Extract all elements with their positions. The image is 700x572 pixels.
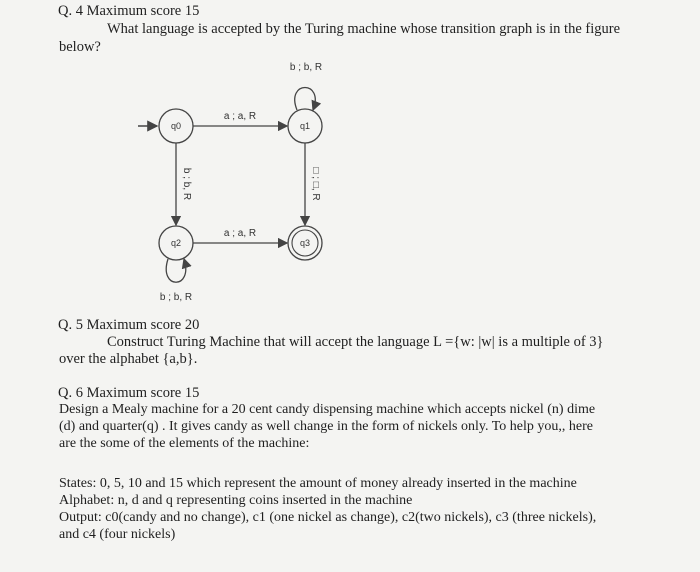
state-q0: [159, 109, 193, 143]
state-q1: [288, 109, 322, 143]
state-q3-accepting: [288, 226, 322, 260]
q4-question-line1: What language is accepted by the Turing machine whose transition graph is in the figure: [107, 21, 621, 37]
q6-line3: are the some of the elements of the machine:: [59, 436, 310, 451]
edge-q0-q2-label: b ; b, R: [181, 167, 192, 201]
q6-line2: (d) and quarter(q) . It gives candy as well change in the form of nickels only. To help you,, here: [59, 419, 593, 434]
q5-heading: Q. 5 Maximum score 20: [58, 317, 200, 333]
edge-q0-q1-label: a ; a, R: [223, 111, 257, 122]
q5-line2: over the alphabet {a,b}.: [59, 351, 198, 367]
state-q0-label: q0: [170, 121, 182, 131]
edge-q1-loop-label: b ; b, R: [289, 62, 323, 73]
state-q1-label: q1: [299, 121, 311, 131]
q4-heading: Q. 4 Maximum score 15: [58, 3, 200, 19]
edge-q1-q3-label: □ ; □, R: [310, 167, 321, 201]
state-q2: [159, 226, 193, 260]
state-q3-label: q3: [299, 238, 311, 248]
edge-q2-loop-label: b ; b, R: [159, 292, 193, 303]
edge-q2-loop: [166, 259, 186, 282]
edge-q1-loop: [295, 88, 316, 111]
q6-states: States: 0, 5, 10 and 15 which represent the amount of money already inserted in the machine: [59, 476, 577, 491]
q6-output-line1: Output: c0(candy and no change), c1 (one nickel as change), c2(two nickels), c3 (three nickels),: [59, 510, 597, 525]
q6-output-line2: and c4 (four nickels): [59, 527, 176, 542]
q6-line1: Design a Mealy machine for a 20 cent candy dispensing machine which accepts nickel (n) dime: [59, 402, 596, 417]
state-q2-label: q2: [170, 238, 182, 248]
q5-line1: Construct Turing Machine that will accept the language L ={w: |w| is a multiple of 3}: [107, 334, 604, 350]
q6-alphabet: Alphabet: n, d and q representing coins inserted in the machine: [59, 493, 413, 508]
q4-question-line2: below?: [59, 39, 101, 55]
edge-q2-q3-label: a ; a, R: [223, 228, 257, 239]
q6-heading: Q. 6 Maximum score 15: [58, 385, 200, 401]
